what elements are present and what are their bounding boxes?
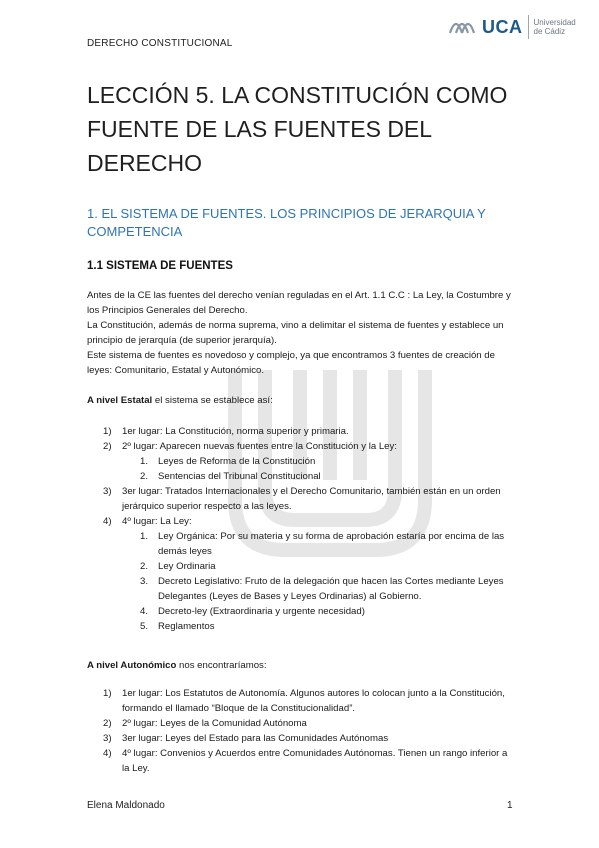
sub-list-number: 3.: [140, 576, 149, 587]
logo-divider: [528, 15, 529, 39]
list-text: 3er lugar: Tratados Internacionales y el Derecho Comunitario, también están en un orden jerárquico superior respecto a las leyes.: [122, 486, 501, 512]
list-text: 2º lugar: Aparecen nuevas fuentes entre la Constitución y la Ley:: [122, 441, 397, 452]
sub-list-text: Ley Ordinaria: [158, 561, 216, 572]
autonomico-bold: A nivel Autonómico: [87, 660, 177, 671]
section-heading: 1. EL SISTEMA DE FUENTES. LOS PRINCIPIOS DE JERARQUIA Y COMPETENCIA: [87, 206, 486, 239]
page-title: LECCIÓN 5. LA CONSTITUCIÓN COMO FUENTE DE LAS FUENTES DEL DERECHO: [87, 82, 508, 176]
sub-list-wrapper: [87, 529, 517, 634]
list-number: 3): [103, 733, 112, 744]
list-number: 3): [103, 486, 112, 497]
sub-list-number: 4.: [140, 606, 149, 617]
logo-line-2: de Cádiz: [533, 27, 566, 36]
sub-list-number: 2.: [140, 471, 149, 482]
page-number: 1: [507, 800, 513, 811]
university-logo: [448, 12, 588, 42]
sub-list-item: [87, 529, 517, 559]
sub-list-item: [87, 574, 517, 604]
sub-list-text: Decreto-ley (Extraordinaria y urgente necesidad): [158, 606, 365, 617]
autonomico-rest: nos encontraríamos:: [176, 660, 267, 671]
sub-list-number: 1.: [140, 531, 149, 542]
intro-line: La Constitución, además de norma suprema, vino a delimitar el sistema de fuentes y establece un principio de jerarquía (de superior jerarquía).: [87, 320, 504, 346]
sub-list: [87, 529, 517, 634]
sub-list-item: [87, 559, 517, 574]
intro-line: Este sistema de fuentes es novedoso y complejo, ya que encontramos 3 fuentes de creación de leyes: Comunitario, Estatal y Autonómico.: [87, 350, 495, 376]
sub-list-wrapper: [87, 454, 517, 484]
list-item: [87, 514, 517, 529]
list-text: 1er lugar: La Constitución, norma superior y primaria.: [122, 426, 349, 437]
sub-list-text: Leyes de Reforma de la Constitución: [158, 456, 316, 467]
list-text: 1er lugar: Los Estatutos de Autonomía. Algunos autores lo colocan junto a la Constitución, formando el llamado “Bloque de la Constitucionalidad”.: [122, 688, 505, 714]
footer-author: Elena Maldonado: [87, 800, 165, 811]
estatal-list: [87, 424, 517, 634]
sub-list-text: Reglamentos: [158, 621, 215, 632]
logo-subtitle: [534, 18, 576, 36]
sub-list-item: [87, 454, 517, 469]
intro-paragraph: [87, 288, 517, 378]
list-item: [87, 686, 517, 716]
list-item: [87, 731, 517, 746]
autonomico-intro: [87, 658, 517, 673]
list-item: [87, 716, 517, 731]
list-number: 1): [103, 426, 112, 437]
header-title: DERECHO CONSTITUCIONAL: [87, 38, 233, 49]
list-item: [87, 746, 517, 776]
logo-brand: UCA: [482, 16, 523, 37]
list-text: 3er lugar: Leyes del Estado para las Comunidades Autónomas: [122, 733, 389, 744]
autonomico-list: [87, 686, 517, 776]
logo-line-1: Universidad: [533, 18, 576, 27]
list-text: 4º lugar: La Ley:: [122, 516, 192, 527]
estatal-bold: A nivel Estatal: [87, 395, 153, 406]
sub-list-text: Ley Orgánica: Por su materia y su forma de aprobación estaría por encima de las demás leyes: [158, 531, 505, 557]
estatal-intro: [87, 393, 517, 408]
list-item: [87, 439, 517, 454]
list-item: [87, 484, 517, 514]
sub-list-number: 1.: [140, 456, 149, 467]
sub-list-text: Sentencias del Tribunal Constitucional: [158, 471, 321, 482]
sub-list: [87, 454, 517, 484]
list-number: 2): [103, 718, 112, 729]
sub-list-number: 5.: [140, 621, 149, 632]
list-item: [87, 424, 517, 439]
list-number: 4): [103, 748, 112, 759]
list-text: 4º lugar: Convenios y Acuerdos entre Comunidades Autónomas. Tienen un rango inferior a la Ley.: [122, 748, 508, 774]
sub-list-text: Decreto Legislativo: Fruto de la delegación que hacen las Cortes mediante Leyes Delegantes (Leyes de Bases y Leyes Ordinarias) al Gobierno.: [158, 576, 504, 602]
sub-heading: 1.1 SISTEMA DE FUENTES: [87, 260, 233, 272]
sub-list-item: [87, 604, 517, 619]
list-number: 4): [103, 516, 112, 527]
sub-list-item: [87, 469, 517, 484]
estatal-rest: el sistema se establece así:: [152, 395, 273, 406]
intro-line: Antes de la CE las fuentes del derecho venían reguladas en el Art. 1.1 C.C : La Ley, la Costumbre y los Principios Generales del Derecho.: [87, 290, 511, 316]
list-number: 2): [103, 441, 112, 452]
uca-wave-icon: [448, 15, 480, 39]
list-number: 1): [103, 688, 112, 699]
sub-list-number: 2.: [140, 561, 149, 572]
list-text: 2º lugar: Leyes de la Comunidad Autónoma: [122, 718, 307, 729]
sub-list-item: [87, 619, 517, 634]
